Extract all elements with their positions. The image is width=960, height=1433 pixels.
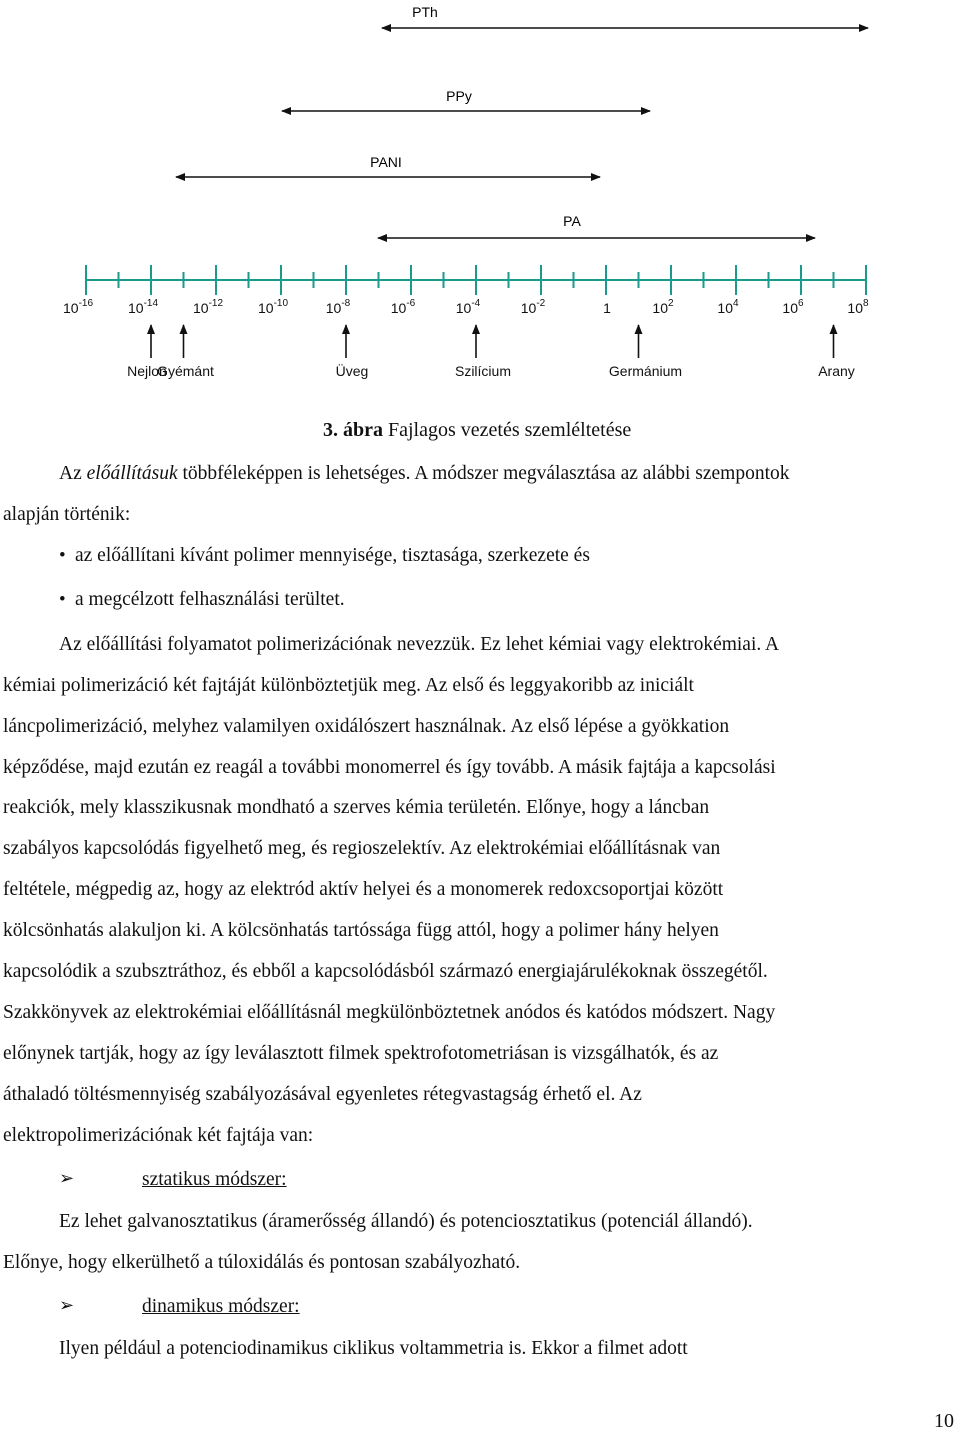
bullet-dot-2: • xyxy=(59,589,66,610)
tick-label: $10^{-16}$ xyxy=(62,298,94,316)
paragraph-2-line-12: áthaladó töltésmennyiség szabályozásával egyenletes rétegvastagság érhető el. Az xyxy=(3,1084,642,1105)
paragraph-2-line-11: előnynek tartják, hogy az így leválasztott filmek spektrofotometriásan is vizsgálhatók, és az xyxy=(3,1043,719,1064)
paragraph-2-line-8: kölcsönhatás alakuljon ki. A kölcsönhatás tartóssága függ attól, hogy a polimer hány helyen xyxy=(3,920,719,941)
conductivity-figure xyxy=(0,0,960,400)
paragraph-2-line-5: reakciók, mely klasszikusnak mondható a szerves kémia területén. Előnye, hogy a láncban xyxy=(3,797,710,818)
static-method-line-1: Ez lehet galvanosztatikus (áramerősség állandó) és potenciosztatikus (potenciál állandó). xyxy=(59,1211,753,1232)
material-label: Germánium xyxy=(608,363,683,379)
range-pa xyxy=(378,213,815,238)
paragraph-2-line-13: elektropolimerizációnak két fajtája van: xyxy=(3,1125,314,1146)
tick-label: $10^{-12}$ xyxy=(192,298,224,316)
caption-text: Fajlagos vezetés szemléltetése xyxy=(383,419,632,441)
figure-caption xyxy=(323,419,631,442)
range-label-pa: PA xyxy=(563,213,581,229)
page-number: 10 xyxy=(934,1410,954,1432)
caption-number: 3. ábra xyxy=(323,419,383,441)
material-label: Üveg xyxy=(335,363,369,379)
paragraph-2-line-7: feltétele, mégpedig az, hogy az elektród aktív helyei és a monomerek redoxcsoportjai között xyxy=(3,879,724,900)
paragraph-2-line-3: láncpolimerizáció, melyhez valamilyen oxidálószert használnak. Az első lépése a gyökkation xyxy=(3,716,730,737)
tick-label: $10^{-10}$ xyxy=(257,298,289,316)
tick-label: $10^6$ xyxy=(782,298,804,316)
range-label-pth: PTh xyxy=(412,4,438,20)
paragraph-2-line-1: Az előállítási folyamatot polimerizációnak nevezzük. Ez lehet kémiai vagy elektrokémiai. A xyxy=(59,634,780,655)
text-run: többféleképpen is lehetséges. A módszer megválasztása az alábbi szempontok xyxy=(177,463,790,484)
dynamic-method-line-1: Ilyen például a potenciodinamikus ciklikus voltammetria is. Ekkor a filmet adott xyxy=(59,1338,688,1359)
tick-label: $10^{-2}$ xyxy=(520,298,546,316)
paragraph-2-line-4: képződése, majd ezután ez reagál a további monomerrel és így tovább. A másik fajtája a kapcsolási xyxy=(3,757,776,778)
bullet-item-1: az előállítani kívánt polimer mennyisége, tisztasága, szerkezete és xyxy=(75,545,590,566)
material-label: Arany xyxy=(818,363,855,379)
paragraph-2-line-10: Szakkönyvek az elektrokémiai előállításnál megkülönböztetnek anódos és katódos módszert. Nagy xyxy=(3,1002,776,1023)
material-markers xyxy=(127,325,855,379)
tick-label: $10^{-4}$ xyxy=(455,298,481,316)
paragraph-2-line-6: szabályos kapcsolódás figyelhető meg, és regioszelektív. Az elektrokémiai előállításnak van xyxy=(3,838,721,859)
material-label: Szilícium xyxy=(454,363,512,379)
arrowhead-bullet-icon: ➢ xyxy=(59,1168,75,1189)
text-run: Az xyxy=(59,463,87,484)
static-method-line-2: Előnye, hogy elkerülhető a túloxidálás és pontosan szabályozható. xyxy=(3,1252,521,1273)
range-ppy xyxy=(282,88,650,111)
emphasis: előállításuk xyxy=(86,463,178,484)
paragraph-2-line-9: kapcsolódik a szubsztráthoz, és ebből a kapcsolódásból származó energiajárulékoknak összegétől. xyxy=(3,961,768,982)
static-method-title: sztatikus módszer: xyxy=(142,1169,287,1190)
paragraph-2-line-2: kémiai polimerizáció két fajtáját különböztetjük meg. Az első és leggyakoribb az iniciált xyxy=(3,675,694,696)
paragraph-1-line-1 xyxy=(59,461,790,487)
range-pani xyxy=(176,154,600,177)
material-label: Gyémánt xyxy=(157,363,214,379)
range-label-ppy: PPy xyxy=(446,88,472,104)
conductivity-axis xyxy=(63,265,869,316)
paragraph-1-line-2: alapján történik: xyxy=(3,504,131,525)
tick-label: $10^2$ xyxy=(652,298,674,316)
tick-label: $10^4$ xyxy=(717,298,739,316)
tick-label: $10^{-8}$ xyxy=(325,298,351,316)
range-pth xyxy=(382,4,868,28)
tick-label: $10^{-14}$ xyxy=(127,298,159,316)
tick-label: $10^8$ xyxy=(847,298,869,316)
tick-label: 1 xyxy=(603,300,611,316)
range-label-pani: PANI xyxy=(370,154,402,170)
arrowhead-bullet-icon: ➢ xyxy=(59,1295,75,1316)
bullet-item-2: a megcélzott felhasználási terültet. xyxy=(75,589,345,610)
bullet-dot-1: • xyxy=(59,545,66,566)
dynamic-method-title: dinamikus módszer: xyxy=(142,1296,300,1317)
tick-label: $10^{-6}$ xyxy=(390,298,416,316)
material-label: Nejlon xyxy=(127,363,167,379)
